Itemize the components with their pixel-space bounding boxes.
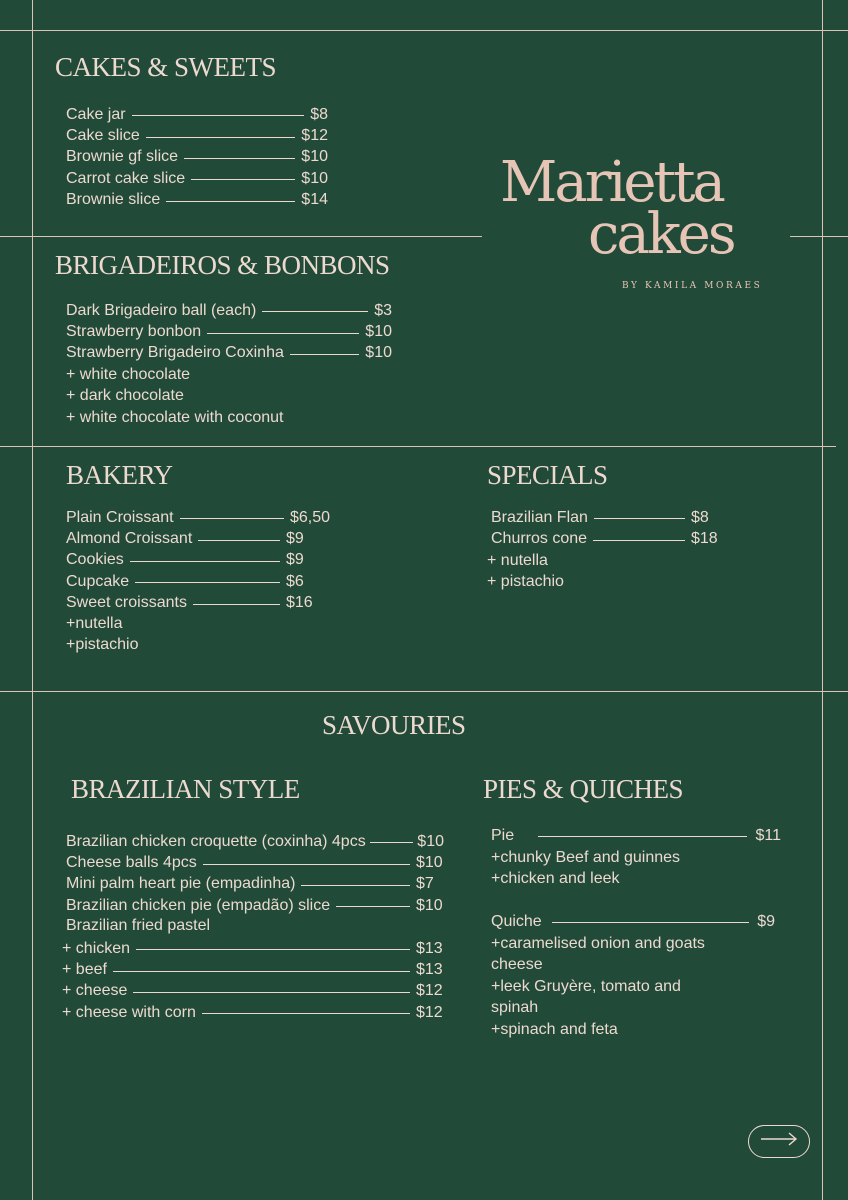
menu-item: Cheese balls 4pcs $10 [66,854,443,872]
bakery-title: BAKERY [66,460,173,490]
brand-subtitle: BY KAMILA MORAES [622,281,763,291]
brigadeiros-options [66,364,283,428]
specials-title: SPECIALS [487,460,608,490]
option-line: +pistachio [66,636,139,654]
menu-item: Pie $11 [491,826,781,844]
pastel-list [62,938,444,1024]
brand-name-line1: Marietta [500,150,723,215]
divider-brigadeiros [0,446,836,447]
menu-item: + beef $13 [62,961,443,979]
option-line: spinah [491,999,539,1017]
brand-logo [500,150,790,300]
menu-item: Churros cone $18 [491,530,718,548]
option-line: +chunky Beef and guinnes [491,849,681,866]
option-line: +chicken and leek [491,870,620,888]
pie-row [491,825,781,846]
divider-bakery [0,691,848,692]
quiche-row [491,911,775,932]
specials-options [487,550,564,593]
option-line: cheese [491,956,543,974]
savouries-title: SAVOURIES [322,710,466,740]
option-line: + nutella [487,552,548,569]
menu-item: + cheese $12 [62,982,443,1000]
specials-list [491,507,717,550]
quiche-options [491,933,705,1040]
divider-cakes [0,236,482,237]
cakes-title: CAKES & SWEETS [55,52,277,82]
option-line: +caramelised onion and goats [491,935,705,952]
menu-item: + chicken $13 [62,939,443,957]
brazilian-title: BRAZILIAN STYLE [71,774,300,804]
next-page-button[interactable] [748,1125,810,1158]
frame-line-top [0,30,848,31]
option-line: + white chocolate [66,366,191,383]
menu-item: Strawberry Brigadeiro Coxinha $10 [66,344,392,362]
menu-item: Sweet croissants $16 [66,594,313,612]
menu-item: Cupcake $6 [66,572,304,590]
frame-line-left [32,0,33,1200]
arrow-right-icon [760,1132,798,1151]
option-line: +spinach and feta [491,1020,618,1038]
pie-options [491,847,680,890]
menu-item: Brownie gf slice $10 [66,148,328,166]
brand-name-line2: cakes [588,202,734,267]
menu-item: Dark Brigadeiro ball (each) $3 [66,301,392,319]
menu-item: Brazilian chicken croquette (coxinha) 4pcs $10 [66,832,444,850]
pastel-label: Brazilian fried pastel [66,917,211,934]
frame-line-right [822,0,823,1200]
brigadeiros-list [66,300,392,364]
option-line: +nutella [66,615,123,632]
divider-logo [790,236,848,237]
menu-item: Almond Croissant $9 [66,530,304,548]
option-line: +leek Gruyère, tomato and [491,977,681,995]
bakery-options [66,613,139,656]
option-line: + white chocolate with coconut [66,408,284,426]
brazilian-list [66,831,444,917]
menu-item: + cheese with corn $12 [62,1003,443,1021]
menu-item: Cake slice $12 [66,127,328,145]
option-line: + dark chocolate [66,387,184,405]
menu-item: Brazilian Flan $8 [491,508,709,526]
menu-item: Carrot cake slice $10 [66,169,328,187]
menu-item: Cookies $9 [66,551,304,569]
pies-title: PIES & QUICHES [483,774,684,804]
menu-item: Brownie slice $14 [66,191,328,209]
bakery-list [66,507,330,614]
menu-item: Strawberry bonbon $10 [66,323,392,341]
menu-item: Mini palm heart pie (empadinha) $7 [66,875,434,893]
brigadeiros-title: BRIGADEIROS & BONBONS [55,250,390,280]
menu-item: Brazilian chicken pie (empadão) slice $10 [66,896,443,914]
menu-item: Plain Croissant $6,50 [66,508,330,526]
option-line: + pistachio [487,573,564,591]
cakes-list [66,104,328,211]
menu-item: Cake jar $8 [66,105,328,123]
menu-item: Quiche $9 [491,912,775,930]
